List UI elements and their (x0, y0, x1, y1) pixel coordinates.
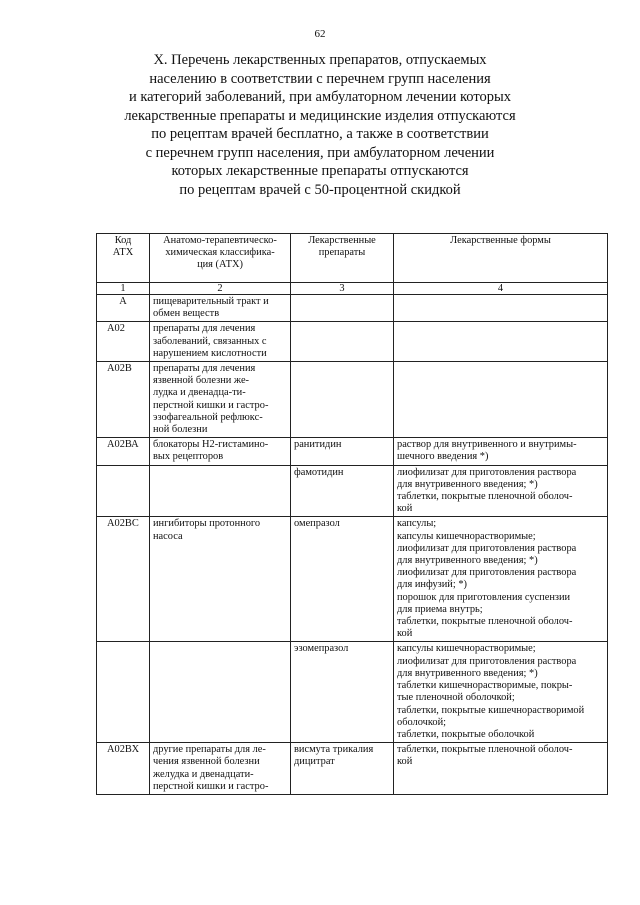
header-line: Лекарственные формы (450, 235, 551, 246)
table-row (97, 642, 608, 743)
cell-line: обмен веществ (153, 308, 220, 320)
cell-line: блокаторы Н2-гистамино- (153, 439, 269, 451)
classification-cell (150, 465, 291, 517)
cell-line: для приема внутрь; (397, 603, 483, 615)
cell-line: перстной кишки и гастро- (153, 399, 269, 411)
table-row (97, 322, 608, 362)
cell-line: чения язвенной болезни (153, 756, 260, 768)
classification-cell (150, 517, 291, 642)
header-atc-code (97, 234, 150, 283)
title-line: которых лекарственные препараты отпускаются (171, 163, 469, 179)
table-row (97, 295, 608, 322)
cell-line: таблетки, покрытые пленочной оболоч- (397, 744, 573, 756)
table-row (97, 438, 608, 465)
page-number: 62 (314, 28, 326, 40)
cell-line: для внутривенного введения; *) (397, 478, 538, 490)
cell-line: насоса (153, 530, 183, 542)
atc-code-cell: А (97, 295, 150, 322)
column-number: 2 (150, 283, 291, 295)
drug-table (96, 233, 608, 795)
header-line: Лекарственные (308, 235, 376, 246)
title-line: населению в соответствии с перечнем групп населения (149, 70, 491, 87)
drug-name-cell (291, 322, 394, 362)
atc-code-cell: А02 (97, 322, 150, 362)
cell-line: порошок для приготовления суспензии (397, 591, 571, 603)
dosage-forms-cell (394, 362, 608, 438)
cell-line: для внутривенного введения; *) (397, 555, 538, 567)
cell-line: ингибиторы протонного (153, 518, 261, 530)
cell-line: ной болезни (153, 424, 208, 436)
title-line: X. Перечень лекарственных препаратов, отпускаемых (153, 52, 487, 68)
atc-code-cell: А02В (97, 362, 150, 438)
cell-line: шечного введения *) (397, 451, 489, 463)
column-number: 3 (291, 283, 394, 295)
cell-line: тые пленочной оболочкой; (397, 692, 515, 704)
table-header-row (97, 234, 608, 283)
cell-line: капсулы; (397, 518, 437, 530)
cell-line: дицитрат (294, 756, 335, 768)
cell-line: лиофилизат для приготовления раствора (397, 542, 577, 554)
cell-line: ранитидин (294, 439, 342, 451)
cell-line: оболочкой; (397, 716, 447, 728)
title-line: с перечнем групп населения, при амбулаторном лечении (145, 144, 495, 161)
title-line: по рецептам врачей бесплатно, а также в соответствии (151, 126, 489, 142)
drug-name-cell (291, 743, 394, 795)
cell-line: нарушением кислотности (153, 347, 267, 359)
cell-line: лиофилизат для приготовления раствора (397, 655, 577, 667)
column-number-row (97, 283, 608, 295)
drug-name-cell (291, 295, 394, 322)
header-line: Анатомо-терапевтическо- (163, 235, 277, 246)
drug-name-cell (291, 438, 394, 465)
header-line: АТХ (112, 247, 134, 259)
cell-line: язвенной болезни же- (153, 375, 250, 387)
cell-line: для внутривенного введения; *) (397, 667, 538, 679)
header-atc-classification (150, 234, 291, 283)
dosage-forms-cell (394, 295, 608, 322)
dosage-forms-cell (394, 517, 608, 642)
cell-line: таблетки, покрытые пленочной оболоч- (397, 491, 573, 503)
header-line: препараты (318, 247, 366, 259)
table-row (97, 517, 608, 642)
header-drugs (291, 234, 394, 283)
classification-cell (150, 322, 291, 362)
classification-cell (150, 295, 291, 322)
section-title (60, 51, 580, 199)
cell-line: другие препараты для ле- (153, 744, 266, 756)
table-body (97, 295, 608, 795)
classification-cell (150, 362, 291, 438)
cell-line: для инфузий; *) (397, 579, 468, 591)
dosage-forms-cell (394, 743, 608, 795)
title-line: по рецептам врачей с 50-процентной скидкой (179, 181, 461, 198)
cell-line: омепразол (294, 518, 340, 530)
title-line: лекарственные препараты и медицинские изделия отпускаются (124, 107, 516, 124)
cell-line: перстной кишки и гастро- (153, 780, 269, 792)
atc-code-cell (97, 642, 150, 743)
cell-line: таблетки кишечнорастворимые, покры- (397, 680, 573, 692)
cell-line: пищеварительный тракт и (153, 296, 269, 307)
column-number: 4 (394, 283, 608, 295)
cell-line: капсулы кишечнорастворимые; (397, 643, 536, 655)
cell-line: препараты для лечения (153, 323, 256, 335)
cell-line: раствор для внутривенного и внутримы- (397, 439, 577, 451)
cell-line: таблетки, покрытые кишечнорастворимой (397, 704, 585, 716)
cell-line: кой (397, 756, 413, 768)
drug-name-cell (291, 465, 394, 517)
table-row (97, 465, 608, 517)
dosage-forms-cell (394, 322, 608, 362)
cell-line: лиофилизат для приготовления раствора (397, 567, 577, 579)
cell-line: висмута трикалия (294, 744, 374, 756)
header-dosage-forms (394, 234, 608, 283)
cell-line: кой (397, 628, 413, 640)
classification-cell (150, 743, 291, 795)
cell-line: эзомепразол (294, 643, 349, 655)
cell-line: лиофилизат для приготовления раствора (397, 466, 577, 478)
cell-line: таблетки, покрытые пленочной оболоч- (397, 616, 573, 628)
header-line: Код (114, 235, 132, 246)
dosage-forms-cell (394, 642, 608, 743)
classification-cell (150, 642, 291, 743)
cell-line: эзофагеальной рефлюкс- (153, 411, 263, 423)
atc-code-cell: А02ВС (97, 517, 150, 642)
atc-code-cell (97, 465, 150, 517)
cell-line: фамотидин (294, 466, 344, 478)
classification-cell (150, 438, 291, 465)
drug-name-cell (291, 362, 394, 438)
drug-name-cell (291, 642, 394, 743)
cell-line: заболеваний, связанных с (153, 335, 267, 347)
table-row (97, 362, 608, 438)
column-number: 1 (97, 283, 150, 295)
cell-line: препараты для лечения (153, 363, 256, 375)
atc-code-cell: А02ВА (97, 438, 150, 465)
dosage-forms-cell (394, 465, 608, 517)
header-line: ция (АТХ) (197, 259, 243, 271)
cell-line: кой (397, 503, 413, 515)
dosage-forms-cell (394, 438, 608, 465)
atc-code-cell: А02ВХ (97, 743, 150, 795)
table-row (97, 743, 608, 795)
cell-line: таблетки, покрытые оболочкой (397, 728, 535, 740)
header-line: химическая классифика- (165, 247, 275, 259)
cell-line: капсулы кишечнорастворимые; (397, 530, 536, 542)
drug-name-cell (291, 517, 394, 642)
cell-line: желудка и двенадцати- (153, 768, 254, 780)
title-line: и категорий заболеваний, при амбулаторном лечении которых (128, 89, 512, 105)
cell-line: лудка и двенадца-ти- (153, 387, 246, 399)
cell-line: вых рецепторов (153, 451, 224, 463)
